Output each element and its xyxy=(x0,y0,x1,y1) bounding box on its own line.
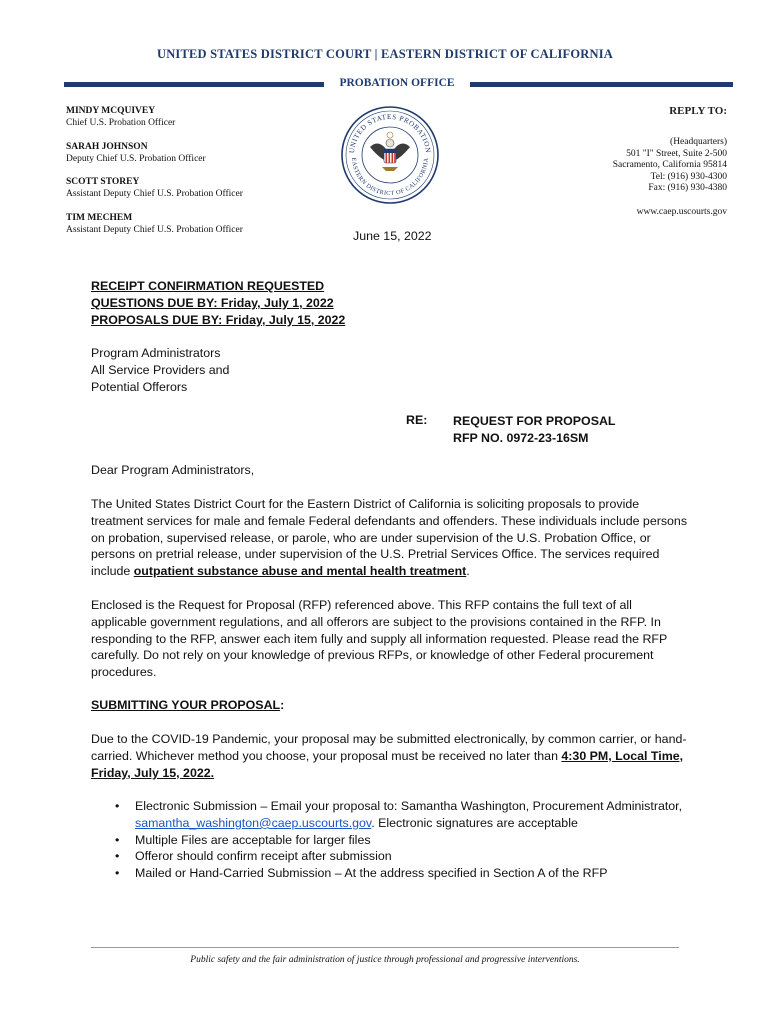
notice-block xyxy=(91,278,691,328)
reply-address xyxy=(613,137,727,195)
notice-line: QUESTIONS DUE BY: Friday, July 1, 2022 xyxy=(91,295,334,310)
deadline-emphasis: 4:30 PM, Local Time, Friday, July 15, 2022. xyxy=(91,748,684,780)
svg-text:UNITED STATES PROBATION xyxy=(348,113,432,154)
staff-name: SARAH JOHNSON xyxy=(66,142,148,152)
reply-line: 501 "I" Street, Suite 2-500 xyxy=(626,148,727,159)
reply-line: Sacramento, California 95814 xyxy=(612,160,727,171)
list-item: • Offeror should confirm receipt after submission xyxy=(91,848,691,865)
office-title: PROBATION OFFICE xyxy=(339,77,455,89)
court-header: UNITED STATES DISTRICT COURT | EASTERN DISTRICT OF CALIFORNIA xyxy=(156,47,614,61)
list-item: • Mailed or Hand-Carried Submission – At the address specified in Section A of the RFP xyxy=(91,865,691,882)
bullet-text: Electronic Submission – Email your proposal to: Samantha Washington, Procurement Administrator, xyxy=(135,799,683,813)
header-rule-right xyxy=(470,82,733,87)
recipient-line: Potential Offerors xyxy=(91,379,188,394)
paragraph-submitting xyxy=(91,731,691,781)
re-line: REQUEST FOR PROPOSAL xyxy=(453,414,616,428)
reply-to-title: REPLY TO: xyxy=(669,105,727,117)
recipient-line: Program Administrators xyxy=(91,346,221,360)
header-rule-left xyxy=(64,82,324,87)
staff-title: Deputy Chief U.S. Probation Officer xyxy=(66,154,206,164)
staff-title: Assistant Deputy Chief U.S. Probation Officer xyxy=(66,189,243,199)
letter-date: June 15, 2022 xyxy=(353,229,432,243)
reply-line: (Headquarters) xyxy=(670,137,727,147)
reply-line: Tel: (916) 930-4300 xyxy=(650,171,727,182)
service-emphasis: outpatient substance abuse and mental health treatment xyxy=(133,564,467,579)
staff-entry xyxy=(66,105,175,129)
staff-entry xyxy=(66,176,243,200)
recipient-block xyxy=(91,345,691,395)
submission-bullets xyxy=(91,798,691,882)
staff-entry xyxy=(66,212,243,236)
notice-line: PROPOSALS DUE BY: Friday, July 15, 2022 xyxy=(91,312,346,327)
submitting-heading xyxy=(91,697,691,714)
intro-end: . xyxy=(466,564,470,579)
staff-entry xyxy=(66,141,206,165)
recipient-line: All Service Providers and xyxy=(91,362,230,377)
submitting-text: Due to the COVID-19 Pandemic, your proposal may be submitted electronically, by common carrier, or hand-carried. Whichever method you choose, your proposal must be received no later than xyxy=(91,732,687,763)
reply-website[interactable]: www.caep.uscourts.gov xyxy=(636,207,727,217)
footer-divider xyxy=(91,947,679,948)
seal-text-bottom: EASTERN DISTRICT OF CALIFORNIA xyxy=(349,157,431,198)
footer-motto: Public safety and the fair administration of justice through professional and progressive interventions. xyxy=(190,955,580,965)
staff-title: Assistant Deputy Chief U.S. Probation Officer xyxy=(66,225,243,235)
re-label: RE: xyxy=(406,413,428,427)
bullet-text: . Electronic signatures are acceptable xyxy=(371,815,578,830)
notice-line: RECEIPT CONFIRMATION REQUESTED xyxy=(91,279,325,293)
staff-name: TIM MECHEM xyxy=(66,213,133,223)
probation-seal-icon xyxy=(340,105,440,205)
re-subject xyxy=(453,413,615,447)
email-link[interactable]: samantha_washington@caep.uscourts.gov xyxy=(135,815,372,830)
intro-text: The United States District Court for the Eastern District of California is soliciting proposals to provide treatment services for male and female Federal defendants and offenders. These individuals include persons on probation, supervised release, or parole, who are under supervision of the U.S. Probation Office, or persons on pretrial release, under supervision of the U.S. Pretrial Services Office. The services required include xyxy=(91,497,688,579)
paragraph-rfp: Enclosed is the Request for Proposal (RFP) referenced above. This RFP contains the full text of all applicable government regulations, and all offerors are subject to the provisions contained in the RFP. In responding to the RFP, answer each item fully and supply all information requested. Please read the RFP carefully. Do not rely on your knowledge of previous RFPs, or knowledge of other Federal procurement procedures. xyxy=(91,598,668,680)
list-item xyxy=(91,798,691,832)
staff-title: Chief U.S. Probation Officer xyxy=(66,118,176,128)
staff-name: MINDY MCQUIVEY xyxy=(66,106,156,116)
submitting-heading-text: SUBMITTING YOUR PROPOSAL xyxy=(91,698,281,712)
salutation: Dear Program Administrators, xyxy=(91,463,255,477)
seal-text-top: UNITED STATES PROBATION xyxy=(347,112,433,154)
staff-name: SCOTT STOREY xyxy=(66,177,140,187)
paragraph-intro xyxy=(91,496,691,580)
re-line: RFP NO. 0972-23-16SM xyxy=(453,430,589,445)
list-item: • Multiple Files are acceptable for larger files xyxy=(91,832,691,849)
submitting-colon: : xyxy=(280,698,285,712)
reply-line: Fax: (916) 930-4380 xyxy=(648,183,727,194)
